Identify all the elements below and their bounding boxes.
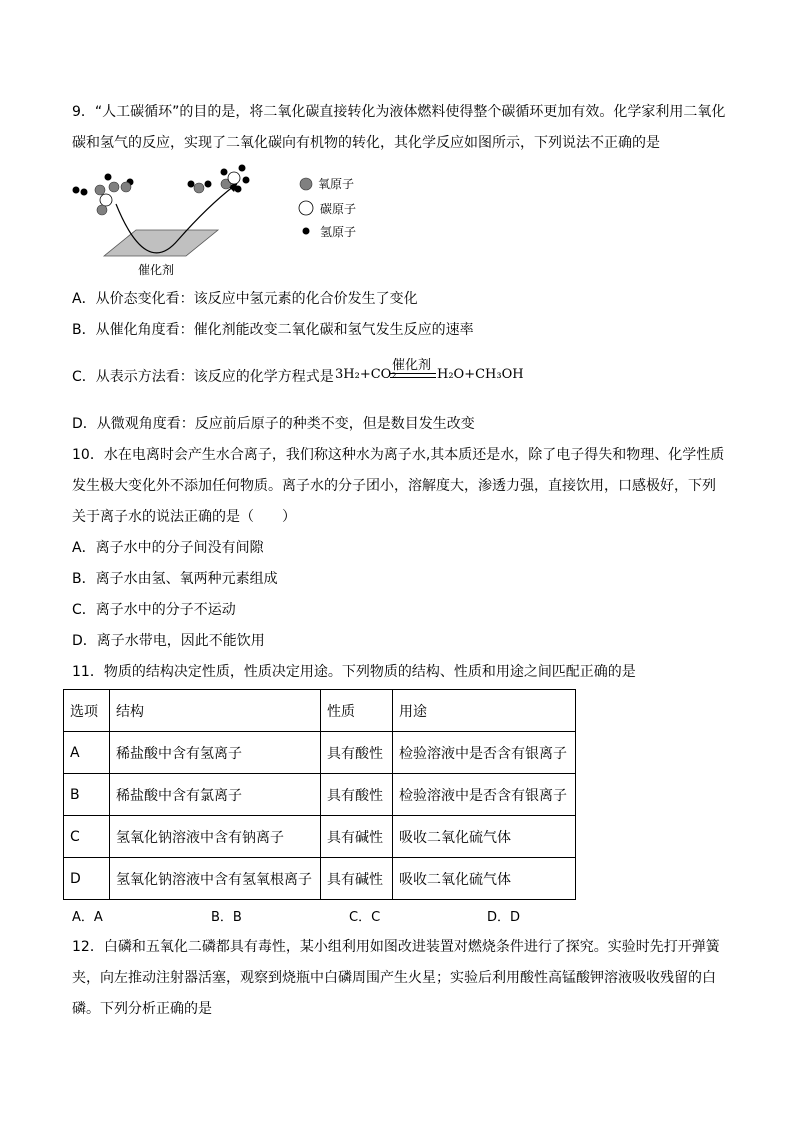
q10-stem-line3: 关于离子水的说法正确的是（ ） [72,509,296,525]
reactant-molecules [73,174,134,216]
q12-stem-line3: 磷。下列分析正确的是 [72,1001,212,1017]
equation-right: H₂O+CH₃OH [437,367,524,382]
table-cell: 具有酸性 [321,774,393,816]
hydrogen-atom [105,174,112,181]
table-cell: 检验溶液中是否含有银离子 [393,732,576,774]
table-cell: 具有酸性 [321,732,393,774]
table-cell: 氢氧化钠溶液中含有钠离子 [110,816,321,858]
equation-condition: 催化剂 [392,358,432,373]
q9-option-b: B．从催化角度看：催化剂能改变二氧化碳和氢气发生反应的速率 [72,322,474,338]
catalyst-label: 催化剂 [138,263,175,277]
hydrogen-atom [239,165,246,172]
table-header-row [64,690,576,732]
header-cell: 选项 [64,690,110,732]
table-cell: 检验溶液中是否含有银离子 [393,774,576,816]
table-row [64,816,576,858]
q9-stem-line2: 碳和氢气的反应，实现了二氧化碳向有机物的转化，其化学反应如图所示，下列说法不正确的是 [72,135,660,151]
table-cell: C [64,816,110,858]
q10-stem-line2: 发生极大变化外不添加任何物质。离子水的分子团小，溶解度大，渗透力强，直接饮用，口感极好，下列 [72,478,716,494]
q11-answer-a: A．A [72,910,103,925]
hydrogen-atom [73,187,80,194]
table-row [64,774,576,816]
table-row [64,858,576,900]
q9-option-c-prefix: C．从表示方法看：该反应的化学方程式是 [72,369,334,385]
header-cell: 用途 [393,690,576,732]
oxygen-atom [121,182,131,192]
hydrogen-atom [205,181,212,188]
carbon-atom [228,172,240,184]
q12-stem-line1: 12．白磷和五氧化二磷都具有毒性，某小组利用如图改进装置对燃烧条件进行了探究。实验时先打开弹簧 [72,939,720,955]
equation-equals-sign [390,373,436,378]
reaction-diagram [66,160,366,282]
legend-hydrogen-swatch [303,228,310,235]
q10-option-b: B．离子水由氢、氧两种元素组成 [72,571,278,587]
q10-option-c: C．离子水中的分子不运动 [72,602,236,618]
hydrogen-atom [221,169,228,176]
product-molecules [188,165,250,194]
header-cell: 结构 [110,690,321,732]
q11-answer-d: D．D [487,910,521,925]
oxygen-atom [194,183,204,193]
table-cell: 稀盐酸中含有氢离子 [110,732,321,774]
legend-oxygen-label: 氧原子 [318,177,355,191]
table-cell: D [64,858,110,900]
q9-option-d: D．从微观角度看：反应前后原子的种类不变，但是数目发生改变 [72,416,475,432]
q11-stem: 11．物质的结构决定性质，性质决定用途。下列物质的结构、性质和用途之间匹配正确的是 [72,664,636,680]
q11-answer-c: C．C [349,910,381,925]
oxygen-atom [95,185,105,195]
table-cell: 吸收二氧化硫气体 [393,858,576,900]
hydrogen-atom [81,189,88,196]
q10-option-a: A．离子水中的分子间没有间隙 [72,540,264,556]
table-row [64,732,576,774]
legend-hydrogen-label: 氢原子 [320,225,357,239]
carbon-atom [100,194,112,206]
legend-carbon-swatch [299,201,313,215]
hydrogen-atom [188,181,195,188]
table-cell: 氢氧化钠溶液中含有氢氧根离子 [110,858,321,900]
table-cell: 稀盐酸中含有氯离子 [110,774,321,816]
table-cell: B [64,774,110,816]
table-cell: 吸收二氧化硫气体 [393,816,576,858]
q9-option-a: A．从价态变化看：该反应中氢元素的化合价发生了变化 [72,291,418,307]
q9-stem-line1: 9．“人工碳循环”的目的是，将二氧化碳直接转化为液体燃料使得整个碳循环更加有效。化学家利用二氧化 [72,104,726,120]
header-cell: 性质 [321,690,393,732]
q10-option-d: D．离子水带电，因此不能饮用 [72,633,265,649]
legend-oxygen-swatch [300,178,312,190]
table-cell: 具有碱性 [321,816,393,858]
table-cell: A [64,732,110,774]
q12-stem-line2: 夹，向左推动注射器活塞，观察到烧瓶中白磷周围产生火星；实验后利用酸性高锰酸钾溶液吸收残留的白 [72,970,716,986]
oxygen-atom [109,182,119,192]
table-cell: 具有碱性 [321,858,393,900]
equation-left: 3H₂+CO₂ [335,367,397,382]
legend-carbon-label: 碳原子 [320,202,357,216]
q11-options-table [63,689,576,900]
q11-answer-b: B．B [211,910,242,925]
oxygen-atom [97,205,107,215]
q10-stem-line1: 10．水在电离时会产生水合离子，我们称这种水为离子水,其本质还是水，除了电子得失和物理、化学性质 [72,447,725,463]
chemical-equation [335,354,525,388]
hydrogen-atom [235,186,242,193]
hydrogen-atom [243,177,250,184]
